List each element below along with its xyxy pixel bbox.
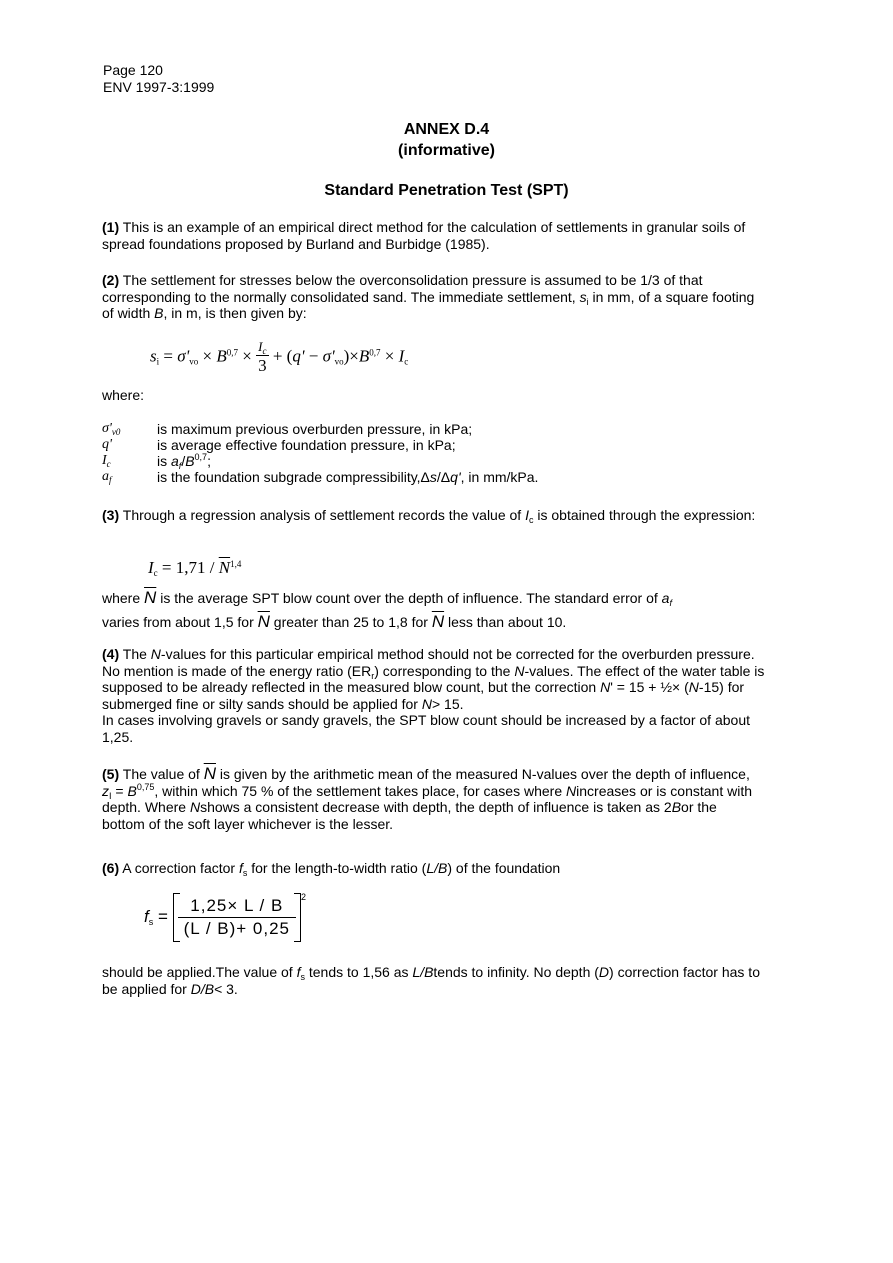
paragraph-7: should be applied.The value of $f_s$ tends to 1,56 as L/Btends to infinity. No depth (D) correction factor has to be applied for D/B< 3.: [102, 964, 760, 997]
paragraph-6: (6) A correction factor $f_s$ for the length-to-width ratio (L/B) of the foundation: [102, 860, 561, 878]
paragraph-1: (1) This is an example of an empirical direct method for the calculation of settlements in granular soils of spread foundations proposed by Burland and Burbidge (1985).: [102, 219, 746, 252]
paragraph-2: (2) The settlement for stresses below the overconsolidation pressure is assumed to be 1/3 of that corresponding to the normally consolidated sand. The immediate settlement, $s_i$ in mm, of a square footing of width B, in m, is then given by:: [102, 272, 755, 321]
annex-subtitle: (informative): [398, 142, 495, 159]
definition-row: $I_c$ is $a_f/B^{0,7}$;: [102, 452, 211, 471]
settlement-formula: $s_i = \sigma'_{vo} \times B^{0,7}$ × $\frac{I_c}{3}$ + $(q' - \sigma'_{vo})\times B^{0,7} \times I_c$: [150, 339, 409, 375]
ic-formula: $I_c = 1,71 / \overline{N}^{1,4}$: [148, 558, 242, 578]
definition-row: q' is average effective foundation pressure, in kPa;: [102, 437, 456, 453]
section-title: Standard Penetration Test (SPT): [324, 182, 569, 199]
page-header: [103, 62, 214, 96]
paragraph-3b: where $\overline{N}$ is the average SPT blow count over the depth of influence. The standard error of $a_f$ varies from about 1,5 for $\overline{N}$ greater than 25 to 1,8 for $\overline{N}$ less than about 10.: [102, 588, 672, 631]
standard-id: ENV 1997-3:1999: [103, 79, 215, 95]
definition-row: $\sigma'_{v0}$ is maximum previous overburden pressure, in kPa;: [102, 421, 473, 437]
definitions-list: [102, 421, 782, 485]
annex-title: ANNEX D.4: [403, 121, 490, 138]
where-label: where:: [102, 387, 145, 403]
paragraph-5: (5) The value of $\overline{N}$ is given by the arithmetic mean of the measured N-values over the depth of influence, $z_I = B^{0,75}$, within which 75 % of the settlement takes place, for cases where Nincreases or is constant with depth. Where Nshows a consistent decrease with depth, the depth of influence is taken as 2Bor the bottom of the soft layer whichever is the lesser.: [102, 764, 752, 832]
definition-row: $a_f$ is the foundation subgrade compressibility,Δs/Δq', in mm/kPa.: [102, 469, 539, 485]
paragraph-3: (3) Through a regression analysis of settlement records the value of $I_c$ is obtained through the expression:: [102, 507, 756, 525]
fs-formula: $f_s$ = $\frac{1,25\times L / B}{(L / B)+ 0,25}$ $^2$: [144, 893, 306, 942]
paragraph-4: (4) The N-values for this particular empirical method should not be corrected for the overburden pressure. No mention is made of the energy ratio $(ER_r)$ corresponding to the N-values. The effect of the water table is supposed to be already reflected in the measured blow count, but the correction N' = 15 + ½× (N-15) for submerged fine or silty sands should be applied for N> 15. In cases involving gravels or sandy gravels, the SPT blow count should be increased by a factor of about 1,25.: [102, 646, 765, 745]
page-number: Page 120: [103, 62, 163, 78]
